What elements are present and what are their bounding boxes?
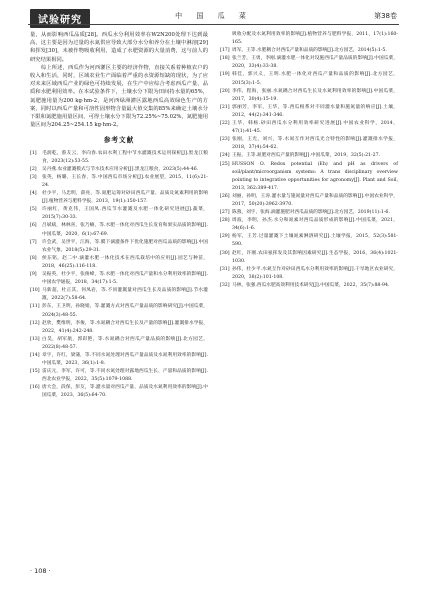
reference-number: [6] [30, 223, 37, 229]
reference-item [220, 282, 398, 290]
reference-text: 赵欣，樊维明，李俊，等.水氮耦合对西瓜生长及产量的影响[J].灌溉排水学报，2022，41(4):242-248. [42, 320, 208, 334]
reference-number: [22] [220, 121, 230, 127]
reference-text: 张英，杨璐，王长春，等.中国西瓜市场分析[J].农业展望，2015，11(6):21-24. [42, 174, 208, 189]
reference-item [220, 161, 398, 193]
reference-text: 张刚，王光，刘兴，等.水氮互作对西瓜光合特性的影响[J].灌溉排水学报，2018，37(4):54-62. [232, 137, 398, 151]
volume-label: 第38卷 [374, 12, 397, 20]
reference-text: 唐大会，段保，彭友，等.灌水量对西瓜产量、品质及水氮利用效率的影响[J].中国瓜菜，2023，36(5):64-70. [42, 385, 208, 399]
reference-number: [2] [30, 166, 37, 172]
reference-text: 王华，韩杨.砂田西瓜水分利用效率研究进展[J].中国农业科学，2014，47(1):41-45. [232, 121, 398, 135]
reference-number: [17] [220, 48, 230, 54]
reference-text: HUSSON O. Redox potential (Eh) and pH as drivers of soil/plant/microorganism systems: A trans disciplinary overview pointing to integrative opportunities for agronomy[J]. Plant and Soil, 2013, 362:389-417. [232, 161, 398, 191]
reference-text: 周军，王等.水肥耦合对西瓜产量和品质的影响[J].北方园艺，2014(5):1-5. [232, 48, 387, 54]
reference-number: [13] [30, 336, 40, 342]
reference-item [220, 233, 398, 249]
reference-number: [10] [30, 288, 40, 294]
reference-item [30, 352, 208, 368]
reference-item [30, 206, 208, 222]
reference-item [30, 368, 208, 384]
reference-text: 吕斌斌，林林喜，张乃楠，等.水肥一体化对西瓜生长发育和果实品质的影响[J].中国瓜菜，2020，6(1):67-69. [42, 223, 208, 237]
reference-item [220, 209, 398, 217]
reference-item [30, 222, 208, 238]
reference-number: [19] [220, 72, 230, 78]
references-list-left [30, 150, 208, 401]
reference-text: 赵红，许刚.农田氨挥发及其影响因素研究[J].生态学报，2016，36(4):1021-1030. [232, 250, 398, 264]
reference-item [30, 287, 208, 303]
reference-text: 张兰芳，王勇，李刚.滴灌水肥一体化对设施西瓜产量品质的影响[J].中国瓜菜，2020，33(4):33-38. [232, 56, 398, 70]
reference-number: [8] [30, 255, 37, 261]
reference-item [30, 150, 208, 166]
body-paragraph: 量，从而影响西瓜品质[28]。西瓜水分利用效率在W2N200处理下达到最高，这主要是因为过量的水氮供应导致大部分水分和养分在土壤中淋溶[29]和挥发[30]，未被作物吸收利用，造成了水肥资源的大量消费，这与前人的研究结果相同。 [30, 32, 208, 63]
reference-item [30, 166, 208, 174]
reference-item [220, 31, 398, 47]
header-rule [28, 24, 399, 25]
reference-item [30, 190, 208, 206]
reference-text: 马林，张强.西瓜水肥高效利用技术研究[J].中国瓜菜，2022，35(7):88-94. [232, 282, 390, 288]
reference-item [220, 193, 398, 209]
reference-text: 杨军，王芳.过量灌溉下土壤氮素淋溶研究[J].土壤学报，2015，52(3):581-590. [232, 234, 398, 248]
right-column [220, 31, 398, 290]
reference-number: [30] [220, 250, 230, 256]
reference-text: 周波，李明，孙杰.水分和氮素对西瓜品质形成的影响[J].中国瓜菜，2021，34(6):1-6. [232, 218, 398, 232]
reference-text: 韩佳，郭兴义，王明.水肥一体化对西瓜产量和品质的影响[J].北方园艺，2015(3):1-5. [232, 72, 398, 86]
reference-number: [1] [30, 150, 37, 156]
reference-number: [20] [220, 88, 230, 94]
reference-number: [24] [220, 153, 230, 159]
page-number: · 108 · [30, 567, 51, 575]
reference-item [30, 336, 208, 352]
reference-number: [25] [220, 161, 230, 167]
reference-text: 吴丹燕.农业灌溉模式与节水技术应用分析[J].黑龙江粮食，2023(5):44-46. [42, 166, 199, 172]
section-tag: 试验研究 [30, 9, 90, 28]
reference-item [220, 71, 398, 87]
reference-text: 吴振英，杜少平，张俊峰，等.水肥一体化对西瓜产量和水分利用效率的影响[J].中国农学通报，2018，34(17):1-5. [42, 272, 208, 286]
reference-text: 马新超，杜正其，何凤岩，等.不同灌溉量对西瓜生长及品质的影响[J].节水灌溉，2022(7):58-64. [42, 288, 208, 302]
reference-item [220, 104, 398, 120]
reference-number: [27] [220, 210, 230, 216]
reference-item [220, 250, 398, 266]
reference-number: [14] [30, 352, 40, 358]
reference-item [220, 47, 398, 55]
reference-number [220, 31, 232, 47]
reference-number: [11] [30, 304, 40, 310]
reference-text: 王振，王等.氮肥对西瓜产量的影响[J].中国瓜菜，2019，32(5):21-27. [232, 153, 381, 159]
reference-number: [26] [220, 193, 230, 199]
reference-text: 雷庆元，李军，许可，等.不同水氮处理对露地西瓜生长、产量和品质的影响[J].西北农业学报，2022，35(5):1079-1088. [42, 369, 208, 383]
references-heading: 参考文献 [103, 136, 135, 145]
reference-number: [3] [30, 174, 37, 180]
reference-item [30, 320, 208, 336]
reference-item [220, 55, 398, 71]
reference-number: [28] [220, 218, 230, 224]
reference-text: 许会武，吴世平，江海，等.膜下滴灌条件下优化施肥对西瓜品质的影响[J].中国农业气象，2018(5):29-31. [42, 239, 208, 253]
reference-text: 侯东铭，赵二中.滴灌水肥一体化技术在西瓜栽培中的应用[J].园艺与种苗，2018，46(25):116-118. [42, 255, 208, 269]
reference-number: [31] [220, 266, 230, 272]
reference-number: [15] [30, 369, 40, 375]
reference-text: 毛润乾，蔡友云，李向春.农田水利工程中节水灌溉技术运用探析[J].黑龙江粮食，2023(12):53-55. [42, 150, 208, 164]
reference-number: [4] [30, 191, 37, 197]
references-list-right [220, 31, 398, 290]
reference-text: 许丽红，黄克伟，王国凤.西瓜节水灌溉及水肥一体化研究进展[J].蔬菜，2015(7):30-33. [42, 207, 208, 221]
reference-text: 陈燕，刘宇，张海.滴灌施肥对西瓜品质的影响[J].北方园艺，2019(11):1-6. [232, 210, 390, 216]
reference-item [30, 174, 208, 190]
reference-item [30, 239, 208, 255]
reference-text: 刘丽，孙明，王涛.灌水量与施氮量对西瓜产量和品质的影响[J].中国农业科学，2017，50(20):3962-3970. [232, 193, 398, 207]
left-column [30, 31, 208, 401]
reference-number: [18] [220, 56, 230, 62]
reference-text: 杜少平，马忠明，薛亮，等.氮肥运筹对砂田西瓜产量、品质及氮素利用的影响[J].植物营养与肥料学报，2013，19(1):150-157. [42, 191, 208, 205]
reference-item [30, 271, 208, 287]
reference-text: 彭东，王卫明，孙晓娟，等.灌溉方式对西瓜产量品质的影响研究[J].中国瓜菜，2024(3):48-55. [42, 304, 208, 318]
reference-number: [12] [30, 320, 40, 326]
reference-item [220, 136, 398, 152]
reference-number: [32] [220, 282, 230, 288]
reference-text: 郭丽芳，李军，王华，等.西瓜根系对不同灌水量和施氮量的响应[J].土壤，2012，44(2):341-346. [232, 104, 398, 118]
reference-item [220, 217, 398, 233]
reference-number: [16] [30, 385, 40, 391]
reference-number: [9] [30, 272, 37, 278]
reference-text: 孙伟，杜少平.水氮互作对砂田西瓜水分利用效率的影响[J].干旱地区农业研究，2020，38(2):101-108. [232, 266, 398, 280]
journal-title: 中 国 瓜 菜 [175, 12, 252, 20]
reference-number: [29] [220, 234, 230, 240]
reference-item [220, 120, 398, 136]
reference-item [30, 255, 208, 271]
reference-item [30, 303, 208, 319]
reference-item [30, 384, 208, 400]
reference-number: [23] [220, 137, 230, 143]
reference-number: [21] [220, 104, 230, 110]
reference-item [220, 152, 398, 160]
reference-number: [7] [30, 239, 37, 245]
reference-text: 李伟，程海，张丽.水氮耦合对西瓜生长及水氮利用效率的影响[J].中国瓜菜，2017，30(4):15-19. [232, 88, 398, 102]
reference-item [220, 266, 398, 282]
reference-text: 白昊，胡军航，郭彩艳，等.水氮耦合对西瓜产量品质的影响[J].北方园艺，2022(8):48-57. [42, 336, 208, 350]
body-paragraph: 综上所述，西瓜作为河西灌区主要的经济作物，直接关系着种植农户的收入和生活，同时，区域农业生产面临着严重的水资源短缺的现状，为了应对未来区域西瓜产业的绿色可持续发展，在生产中应综合考虑西瓜产量、品质和水肥利用效率。在本试验条件下，土壤水分下限为田间持水量的65%，氮肥施用量为200 kg·hm-2，是河西绿洲灌区露地西瓜高效绿色生产的方案，同时以西瓜产量和可溶性固形物含量最大值交集的85%来确定土壤水分下限和氮肥施用量区间，可得土壤水分下限为72.25%~75.02%，氮肥施用量区间为204.25~254.15 kg·hm-2。 [30, 64, 208, 129]
reference-number: [5] [30, 207, 37, 213]
reference-text: 吸收分配及水氮利用效率的影响[J].植物营养与肥料学报，2011，17(1):160-165. [232, 32, 398, 46]
reference-item [220, 88, 398, 104]
reference-text: 章宇，许红，梁蒲，等.不同水氮处理对西瓜产量品质及水氮利用效率的影响[J].中国瓜菜，2023，36(1):1-8. [42, 352, 208, 367]
